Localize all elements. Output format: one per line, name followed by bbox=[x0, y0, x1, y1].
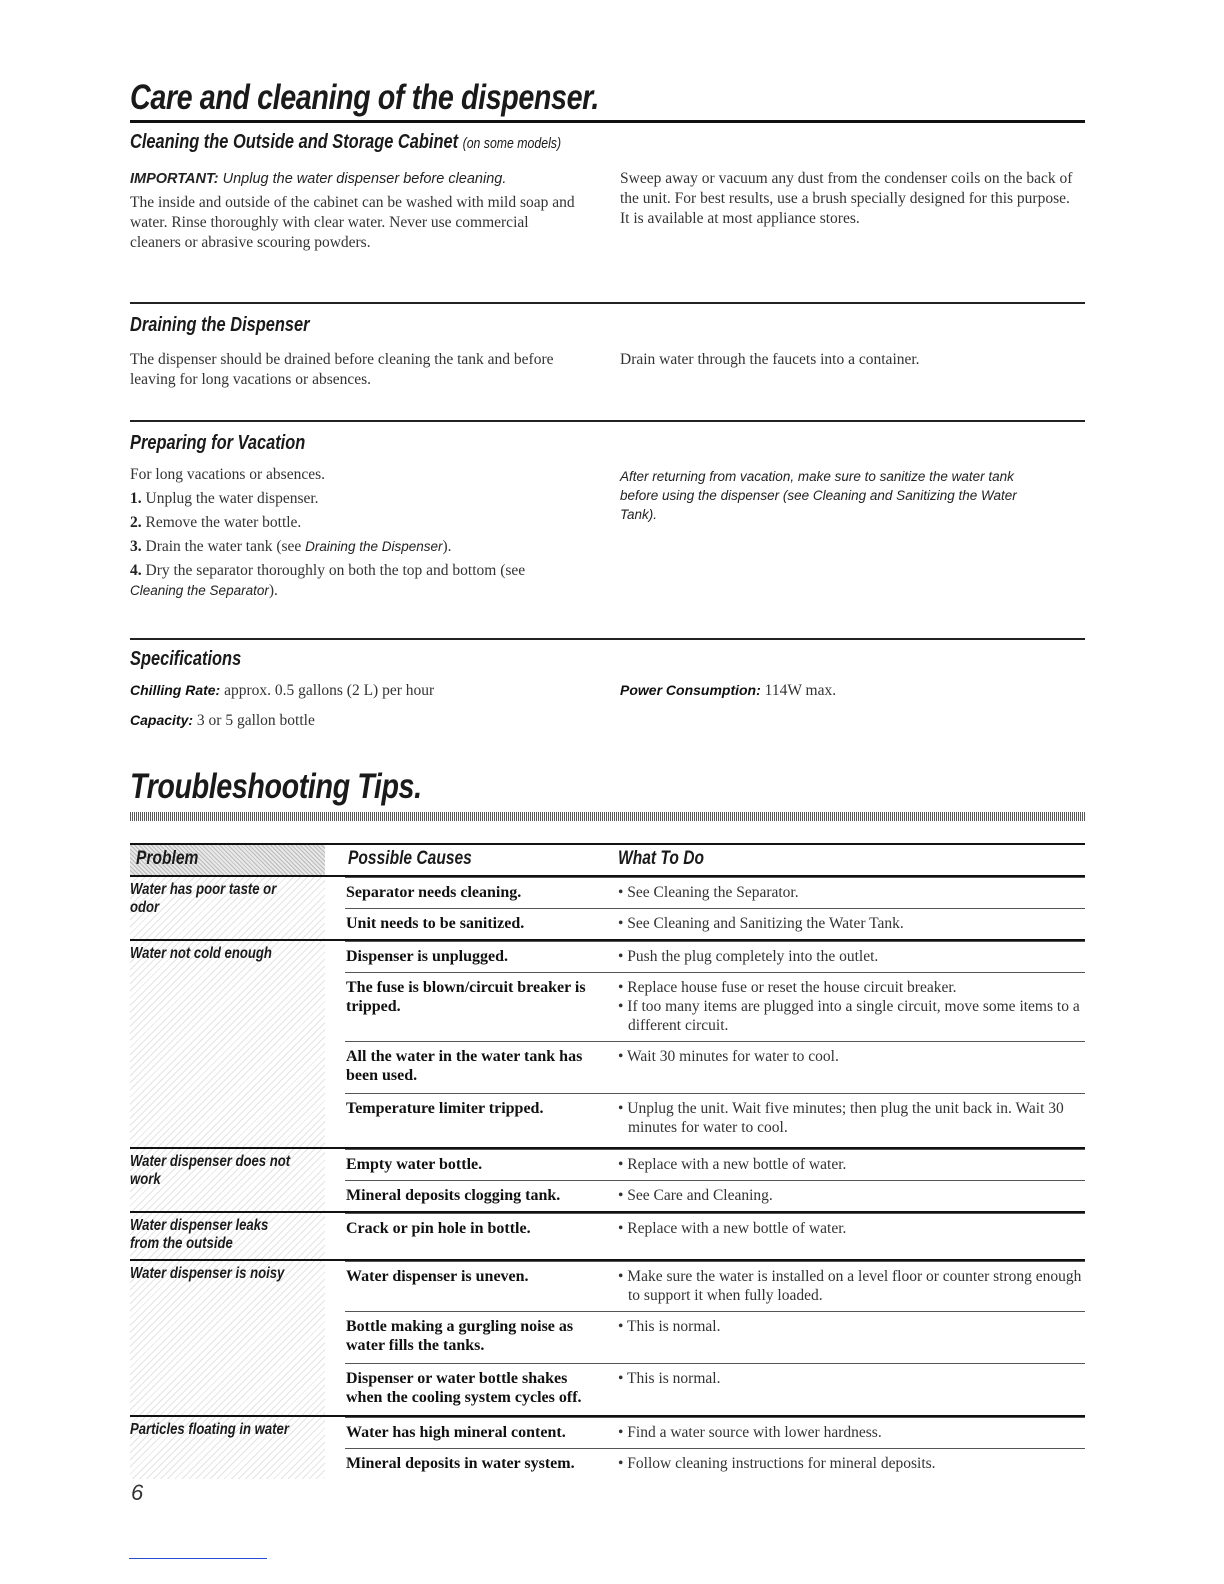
outside-left-text: The inside and outside of the cabinet can be washed with mild soap and water. Rinse thoroughly with clear water. Never use commercial cleaners or abrasive scouring powders. bbox=[130, 194, 575, 251]
table-row: Crack or pin hole in bottle. • Replace with a new bottle of water. bbox=[345, 1213, 1085, 1259]
section-rule bbox=[130, 420, 1085, 422]
draining-right-text: Drain water through the faucets into a container. bbox=[620, 351, 920, 368]
table-row: Mineral deposits clogging tank. • See Care and Cleaning. bbox=[345, 1180, 1085, 1211]
header-causes: Possible Causes bbox=[348, 848, 472, 869]
list-item: 4. Dry the separator thoroughly on both the top and bottom (see Cleaning the Separator). bbox=[130, 562, 526, 599]
outside-left-column bbox=[130, 169, 580, 253]
problem-group bbox=[130, 941, 1085, 1149]
troubleshooting-table bbox=[130, 843, 1085, 1479]
vacation-left-column bbox=[130, 465, 580, 605]
table-row: Bottle making a gurgling noise as water fills the tanks. • This is normal. bbox=[345, 1311, 1085, 1363]
trouble-title: Troubleshooting Tips. bbox=[130, 767, 422, 806]
outside-heading-sub: (on some models) bbox=[462, 135, 562, 152]
problem-label: Water dispenser is noisy bbox=[130, 1265, 285, 1282]
draining-heading: Draining the Dispenser bbox=[130, 314, 310, 336]
table-row: Dispenser or water bottle shakes when the cooling system cycles off. • This is normal. bbox=[345, 1363, 1085, 1415]
specs-heading: Specifications bbox=[130, 648, 242, 670]
list-item: 1. Unplug the water dispenser. bbox=[130, 490, 319, 507]
footer-line bbox=[129, 1558, 267, 1559]
list-item: 2. Remove the water bottle. bbox=[130, 514, 302, 531]
spec-chilling: Chilling Rate: approx. 0.5 gallons (2 L) per hour bbox=[130, 682, 435, 699]
header-todo: What To Do bbox=[618, 848, 704, 869]
page-number: 6 bbox=[131, 1480, 144, 1505]
important-label: IMPORTANT: bbox=[130, 171, 219, 187]
title-rule bbox=[130, 120, 1085, 123]
problem-group bbox=[130, 1213, 1085, 1261]
vacation-right-text: After returning from vacation, make sure to sanitize the water tank before using the dispenser (see Cleaning and Sanitizing the Water Tank). bbox=[620, 469, 1017, 522]
vacation-intro: For long vacations or absences. bbox=[130, 466, 325, 483]
section-rule bbox=[130, 638, 1085, 640]
spec-power: Power Consumption: 114W max. bbox=[620, 682, 837, 699]
problem-label: Particles floating in water bbox=[130, 1421, 289, 1438]
problem-group bbox=[130, 1261, 1085, 1417]
list-item: 3. Drain the water tank (see Draining the Dispenser). bbox=[130, 538, 452, 555]
important-note bbox=[130, 169, 580, 189]
title-dot-band bbox=[130, 812, 1085, 821]
vacation-steps bbox=[130, 489, 580, 601]
table-row: Separator needs cleaning. • See Cleaning the Separator. bbox=[345, 877, 1085, 908]
table-row: All the water in the water tank has been used. • Wait 30 minutes for water to cool. bbox=[345, 1041, 1085, 1093]
care-title: Care and cleaning of the dispenser. bbox=[130, 78, 599, 117]
table-row: Water has high mineral content. • Find a water source with lower hardness. bbox=[345, 1417, 1085, 1448]
header-problem: Problem bbox=[130, 845, 325, 875]
table-row: Dispenser is unplugged. • Push the plug completely into the outlet. bbox=[345, 941, 1085, 972]
outside-right-text: Sweep away or vacuum any dust from the condenser coils on the back of the unit. For best results, use a brush specially designed for this purpose. It is available at most appliance stores. bbox=[620, 170, 1073, 227]
table-row: Mineral deposits in water system. • Follow cleaning instructions for mineral deposits. bbox=[345, 1448, 1085, 1479]
problem-group bbox=[130, 1417, 1085, 1479]
problem-group bbox=[130, 877, 1085, 941]
problem-label: Water dispenser leaks from the outside bbox=[130, 1217, 269, 1252]
outside-heading: Cleaning the Outside and Storage Cabinet (on some models) bbox=[130, 131, 562, 153]
problem-label: Water not cold enough bbox=[130, 945, 272, 962]
problem-shade bbox=[130, 1261, 325, 1415]
problem-label: Water dispenser does not work bbox=[130, 1153, 291, 1188]
problem-shade bbox=[130, 941, 325, 1147]
table-row: The fuse is blown/circuit breaker is tripped. • Replace house fuse or reset the house circuit breaker. • If too many items are plugged into a single circuit, move some items to a different circuit. bbox=[345, 972, 1085, 1041]
draining-left-text: The dispenser should be drained before cleaning the tank and before leaving for long vacations or absences. bbox=[130, 351, 554, 388]
problem-group bbox=[130, 1149, 1085, 1213]
section-rule bbox=[130, 302, 1085, 304]
table-row: Temperature limiter tripped. • Unplug the unit. Wait five minutes; then plug the unit back in. Wait 30 minutes for water to cool. bbox=[345, 1093, 1085, 1147]
table-row: Empty water bottle. • Replace with a new bottle of water. bbox=[345, 1149, 1085, 1180]
table-header bbox=[130, 843, 1085, 877]
important-text: Unplug the water dispenser before cleaning. bbox=[222, 171, 507, 187]
table-row: Unit needs to be sanitized. • See Cleaning and Sanitizing the Water Tank. bbox=[345, 908, 1085, 939]
spec-capacity: Capacity: 3 or 5 gallon bottle bbox=[130, 712, 315, 729]
table-row: Water dispenser is uneven. • Make sure the water is installed on a level floor or counter strong enough to support it when fully loaded. bbox=[345, 1261, 1085, 1311]
vacation-heading: Preparing for Vacation bbox=[130, 432, 306, 454]
problem-label: Water has poor taste or odor bbox=[130, 881, 277, 916]
